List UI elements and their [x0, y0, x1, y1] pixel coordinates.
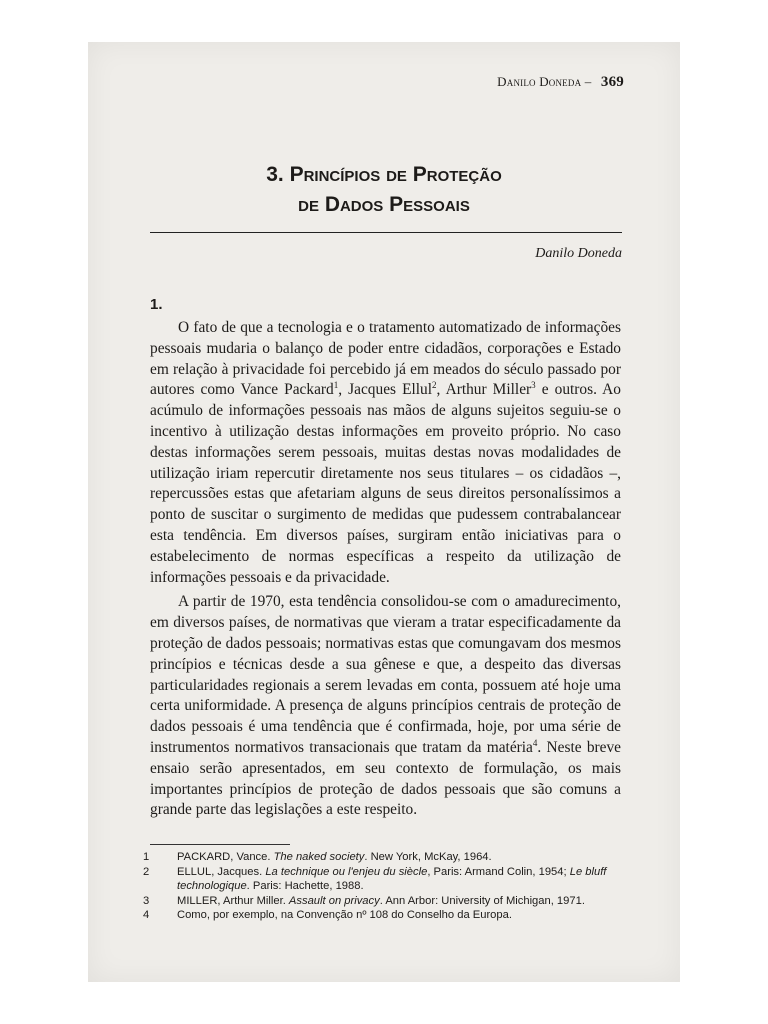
footnote-divider — [150, 844, 290, 845]
footnote-ref-4[interactable]: 4 — [532, 737, 538, 748]
footnote-text: ELLUL, Jacques. La technique ou l'enjeu du siècle, Paris: Armand Colin, 1954; Le bluff technologique. Paris: Hachette, 1988. — [177, 865, 607, 892]
running-header — [497, 74, 624, 91]
footnote-text: Como, por exemplo, na Convenção nº 108 do Conselho da Europa. — [177, 909, 512, 921]
chapter-title-line-2: de Dados Pessoais — [298, 193, 470, 216]
page-number: 369 — [600, 74, 624, 90]
section-number: 1. — [150, 296, 163, 313]
paragraph-2 — [150, 592, 621, 821]
footnote-number: 1 — [143, 851, 150, 863]
paragraph-1 — [150, 318, 621, 588]
paragraph-2-text-b: . Neste breve ensaio serão apresentados, em seu contexto de formulação, os mais importantes princípios de proteção de dados pessoais que são comuns a grande parte das legislações a este respeito. — [150, 738, 622, 819]
footnote-number: 3 — [143, 894, 150, 907]
footnote-number: 4 — [143, 909, 150, 921]
chapter-author: Danilo Doneda — [535, 246, 622, 261]
footnote-text: PACKARD, Vance. The naked society. New York, McKay, 1964. — [177, 851, 492, 863]
running-title: Danilo Doneda — [497, 74, 582, 89]
body-text — [150, 318, 621, 821]
footnote — [143, 894, 627, 909]
paragraph-1-text-c: , Arthur Miller — [436, 381, 532, 399]
footnote — [143, 850, 627, 865]
chapter-title — [148, 160, 620, 220]
paragraph-1-text-a: O fato de que a tecnologia e o tratamento automatizado de informações pessoais mudaria o balanço de poder entre cidadãos, corporações e Estado em relação à privacidade foi percebido já em meados do século passado por autores como Vance Packard — [150, 319, 621, 399]
footnote — [143, 865, 627, 894]
footnote-number: 2 — [143, 865, 150, 878]
footnote-ref-3[interactable]: 3 — [531, 380, 536, 391]
paragraph-2-text-a: A partir de 1970, esta tendência consolidou-se com o amadurecimento, em diversos países, de normativas que vieram a tratar especificadamente da proteção de dados pessoais; normativas estas que comungavam dos mesmos princípios e técnicas desde a sua gênese e que, a despeito das diversas particularidades regionais a serem levadas em conta, possuem até hoje uma certa uniformidade. A presença de alguns princípios centrais de proteção de dados pessoais é uma tendência que é confirmada, hoje, por uma série de instrumentos normativos transacionais que tratam da matéria — [150, 593, 621, 756]
footnote-ref-2[interactable]: 2 — [432, 380, 437, 391]
title-divider — [150, 232, 622, 233]
footnotes — [143, 850, 627, 923]
paragraph-1-text-b: , Jacques Ellul — [338, 381, 433, 399]
footnote-text: MILLER, Arthur Miller. Assault on privacy. Ann Arbor: University of Michigan, 1971. — [177, 894, 585, 907]
paragraph-1-text-d: e outros. Ao acúmulo de informações pessoais nas mãos de alguns sujeitos seguiu-se o incentivo à utilização destas informações em proveito próprio. No caso destas informações serem pessoais, muitas destas novas modalidades de utilização iriam repercutir diretamente nos seus titulares – os cidadãos –, repercussões estas que afetariam alguns de seus direitos personalíssimos a ponto de suscitar o surgimento de medidas que pudessem contrabalancear esta tendência. Em diversos países, surgiram então iniciativas para o estabelecimento de normas específicas a respeito da utilização de informações pessoais e da privacidade. — [150, 381, 621, 586]
chapter-title-line-1: 3. Princípios de Proteção — [266, 163, 502, 186]
header-separator: – — [584, 74, 592, 89]
book-page — [88, 42, 680, 982]
footnote-ref-1[interactable]: 1 — [333, 380, 339, 391]
footnote — [143, 908, 627, 923]
